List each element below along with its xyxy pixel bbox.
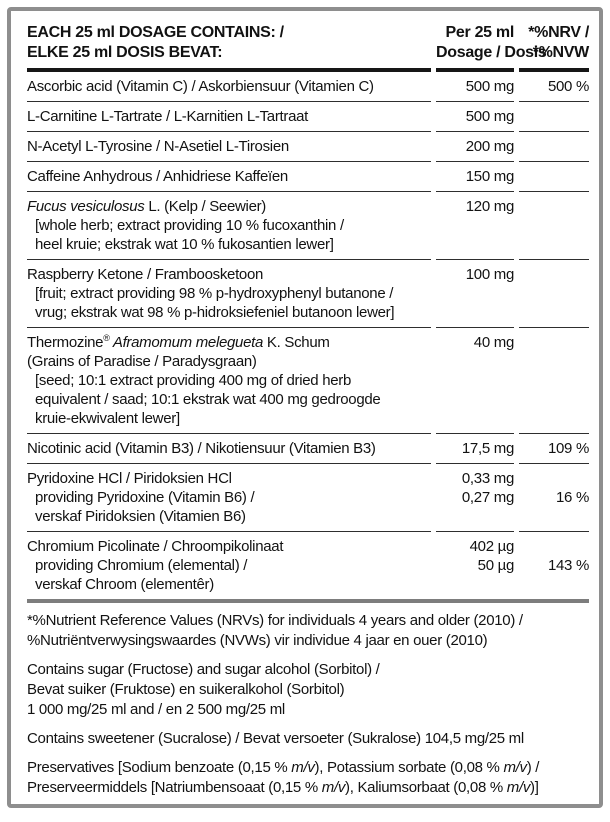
- header-title-en: EACH 25 ml DOSAGE CONTAINS: /: [27, 24, 284, 41]
- ingredient-name: L-Carnitine L-Tartrate / L-Karnitien L-Tartraat: [27, 108, 309, 125]
- header-dosage-dosis: Dosage / Dosis: [436, 44, 547, 61]
- ingredient-nrv: 143 %: [547, 557, 589, 574]
- ingredient-amount: 150 mg: [465, 168, 514, 185]
- header-per-25ml: Per 25 ml: [445, 24, 514, 41]
- ingredient-amount: 100 mg: [465, 266, 514, 283]
- ingredient-amount: 40 mg: [473, 334, 514, 351]
- ingredient-nrv: 16 %: [556, 489, 589, 506]
- ingredient-row-raspberry-ketone: [27, 260, 589, 328]
- ingredient-amount: 120 mg: [465, 198, 514, 215]
- ingredient-name: N-Acetyl L-Tyrosine / N-Asetiel L-Tirosien: [27, 138, 289, 155]
- ingredient-row-ascorbic-acid: [27, 72, 589, 102]
- nrv-footnote: [27, 611, 589, 651]
- ingredient-amount: 500 mg: [465, 78, 514, 95]
- preservatives-note: [27, 758, 589, 798]
- ingredient-amount: 500 mg: [465, 108, 514, 125]
- sugar-note-af: Bevat suiker (Fruktose) en suikeralkohol (Sorbitol): [27, 681, 345, 698]
- ingredient-name: Fucus vesiculosus L. (Kelp / Seewier): [27, 198, 267, 215]
- ingredient-detail: [seed; 10:1 extract providing 400 mg of dried herb: [35, 372, 352, 389]
- sweetener-note: Contains sweetener (Sucralose) / Bevat versoeter (Sukralose) 104,5 mg/25 ml: [27, 730, 524, 747]
- ingredient-detail: [fruit; extract providing 98 % p-hydroxyphenyl butanone /: [35, 285, 394, 302]
- header-nrv-af: *%NVW: [532, 44, 589, 61]
- ingredient-detail: equivalent / saad; 10:1 ekstrak wat 400 mg gedroogde: [35, 391, 381, 408]
- ingredient-nrv: 109 %: [547, 440, 589, 457]
- ingredient-name: Chromium Picolinate / Chroompikolinaat: [27, 538, 284, 555]
- table-header: [27, 23, 589, 72]
- nrv-footnote-en: *%Nutrient Reference Values (NRVs) for individuals 4 years and older (2010) /: [27, 612, 523, 629]
- ingredient-name: Pyridoxine HCl / Piridoksien HCl: [27, 470, 232, 487]
- ingredient-detail: kruie-ekwivalent lewer]: [35, 410, 180, 427]
- header-title-af: ELKE 25 ml DOSIS BEVAT:: [27, 44, 223, 61]
- nrv-footnote-af: %Nutriëntverwysingswaardes (NVWs) vir individue 4 jaar en ouer (2010): [27, 632, 488, 649]
- dosage-table: [27, 72, 589, 599]
- ingredient-amount-elemental: 0,27 mg: [461, 489, 514, 506]
- ingredient-row-thermozine: [27, 328, 589, 434]
- ingredient-row-nicotinic-acid: [27, 434, 589, 464]
- ingredient-common-name: (Grains of Paradise / Paradysgraan): [27, 353, 257, 370]
- ingredient-detail: providing Chromium (elemental) /: [35, 557, 248, 574]
- ingredient-amount: 200 mg: [465, 138, 514, 155]
- ingredient-name: Raspberry Ketone / Framboosketoon: [27, 266, 264, 283]
- preservatives-line-en: Preservatives [Sodium benzoate (0,15 % m/v), Potassium sorbate (0,08 % m/v) /: [27, 759, 540, 776]
- sugar-note-amounts: 1 000 mg/25 ml and / en 2 500 mg/25 ml: [27, 701, 285, 718]
- ingredient-name: Caffeine Anhydrous / Anhidriese Kaffeïen: [27, 168, 288, 185]
- ingredient-detail: [whole herb; extract providing 10 % fucoxanthin /: [35, 217, 344, 234]
- ingredient-row-n-acetyl-tyrosine: [27, 132, 589, 162]
- ingredient-row-kelp: [27, 192, 589, 260]
- ingredient-amount: 402 µg: [469, 538, 514, 555]
- sugar-note-en: Contains sugar (Fructose) and sugar alcohol (Sorbitol) /: [27, 661, 380, 678]
- ingredient-detail: heel kruie; ekstrak wat 10 % fukosantien lewer]: [35, 236, 334, 253]
- ingredient-detail: vrug; ekstrak wat 98 % p-hidroksiefeniel butanoon lewer]: [35, 304, 395, 321]
- ingredient-row-chromium: [27, 532, 589, 599]
- ingredient-row-pyridoxine: [27, 464, 589, 532]
- ingredient-name: Ascorbic acid (Vitamin C) / Askorbiensuur (Vitamien C): [27, 78, 374, 95]
- header-col-per-dosage: [436, 23, 547, 72]
- ingredient-amount: 0,33 mg: [461, 470, 514, 487]
- ingredient-amount: 17,5 mg: [461, 440, 514, 457]
- ingredient-detail: verskaf Piridoksien (Vitamien B6): [35, 508, 246, 525]
- ingredient-row-caffeine: [27, 162, 589, 192]
- preservatives-line-af: Preserveermiddels [Natriumbensoaat (0,15 % m/v), Kaliumsorbaat (0,08 % m/v)]: [27, 779, 539, 796]
- footnotes: [27, 603, 589, 798]
- ingredient-detail: verskaf Chroom (elementêr): [35, 576, 214, 593]
- ingredient-nrv: 500 %: [547, 78, 589, 95]
- supplement-facts-label: [7, 7, 603, 808]
- header-nrv-en: *%NRV /: [528, 24, 589, 41]
- ingredient-name: Thermozine® Aframomum melegueta K. Schum: [27, 333, 330, 351]
- header-col-nrv: [519, 23, 589, 72]
- ingredient-name: Nicotinic acid (Vitamin B3) / Nikotiensuur (Vitamien B3): [27, 440, 376, 457]
- ingredient-row-l-carnitine: [27, 102, 589, 132]
- header-col-contains: [27, 23, 431, 72]
- registered-trademark-symbol: ®: [103, 333, 110, 343]
- ingredient-detail: providing Pyridoxine (Vitamin B6) /: [35, 489, 255, 506]
- sugar-note: [27, 660, 589, 720]
- ingredient-amount-elemental: 50 µg: [477, 557, 514, 574]
